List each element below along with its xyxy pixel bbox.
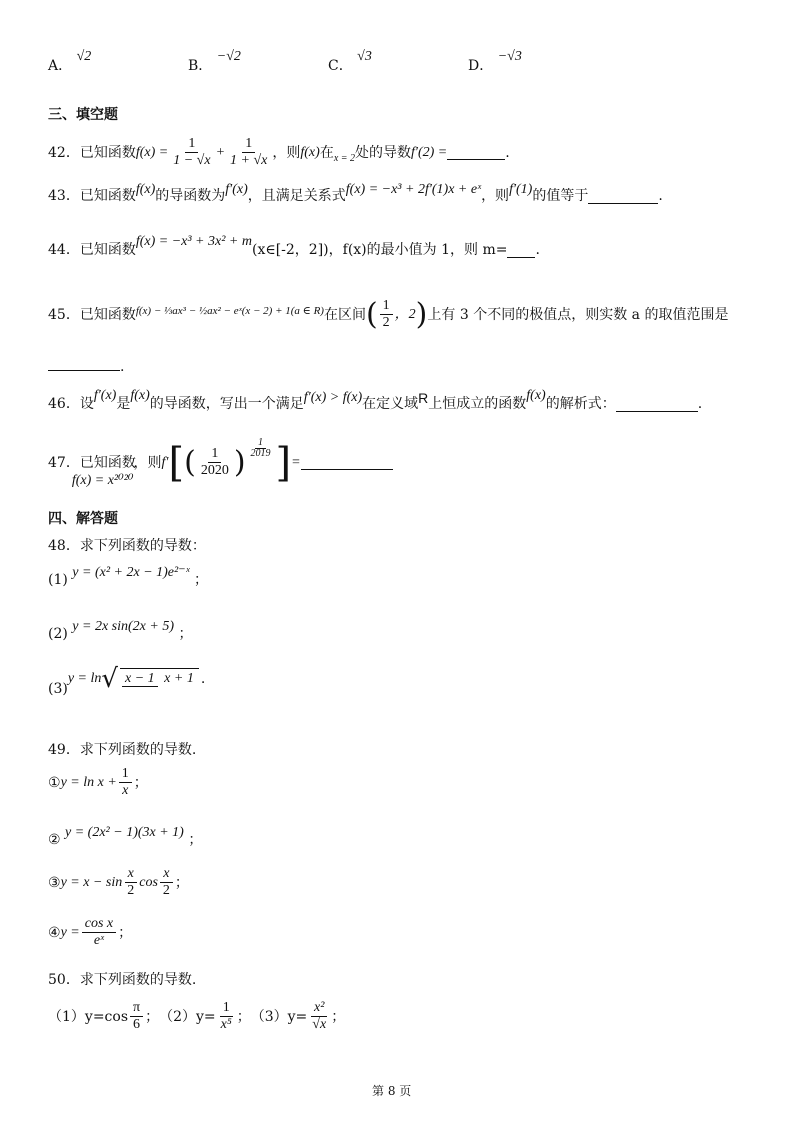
- q45-interval-frac: $\frac{1}{2}$: [380, 298, 393, 331]
- q50-parts: （1）y=cos $\frac{\pi}{6}$ ； （2）y= $\frac{1}{\text{x⁵}}$ ； （3）y= $\frac{\text{x²}}{√x}$ ；: [48, 1000, 346, 1032]
- q42-fx: f(x) =: [135, 144, 169, 160]
- q42-prefix: 42．已知函数: [48, 144, 136, 161]
- q47-answer-blank[interactable]: [301, 455, 393, 470]
- q48-part2: (2) y = 2x sin(2x + 5) ；: [48, 619, 193, 642]
- q44-answer-blank[interactable]: [507, 243, 535, 258]
- q47-func: f(x) = x²⁰²⁰: [71, 472, 134, 488]
- option-b: [188, 49, 241, 77]
- page-number: 第 8 页: [372, 1084, 412, 1098]
- q48-part3: (3) y = ln √ x − 1 x + 1 .: [48, 663, 206, 697]
- q42-frac1: $\frac{1}{1 - √x}$: [173, 136, 211, 168]
- option-b-math: −√2: [216, 49, 241, 64]
- q42-frac2: $\frac{1}{1 + √x}$: [230, 136, 268, 168]
- option-d: [468, 49, 522, 77]
- question-47: 47．已知函数 f(x) = x²⁰²⁰ ，则 f′ [ ( $\frac{1}{2020}$ ) $\frac{1}{2019}$ ] =: [48, 446, 393, 479]
- q45-answer-line: .: [48, 356, 124, 377]
- q45-func: f(x) − ⅓ax³ − ½ax² − eˣ(x − 2) + 1(a ∈ R): [135, 304, 324, 317]
- q44-func: f(x) = −x³ + 3x² + m: [135, 234, 252, 249]
- q48-title: 48．求下列函数的导数：: [48, 538, 206, 554]
- section3-title: 三、填空题: [48, 107, 118, 123]
- option-c: [328, 49, 372, 77]
- q43-answer-blank[interactable]: [588, 189, 658, 204]
- option-b-label: B．: [188, 58, 213, 74]
- q42-answer-blank[interactable]: [447, 145, 505, 160]
- q49-part1: ① y = ln x + $\frac{1}{x}$ ；: [48, 766, 148, 798]
- q45-answer-blank[interactable]: [48, 356, 120, 371]
- q42-x-eq: x = 2: [333, 152, 355, 164]
- question-43: 43．已知函数 f(x) 的导函数为 f′(x) ，且满足关系式 f(x) = −x³ + 2f′(1)x + eˣ ，则 f′(1) 的值等于 .: [48, 182, 663, 204]
- option-a-label: A．: [48, 58, 73, 74]
- option-a: [48, 49, 92, 77]
- section4-title: 四、解答题: [48, 511, 118, 527]
- option-c-math: √3: [357, 49, 372, 64]
- question-42: 42．已知函数 f(x) = $\frac{1}{1 - √x}$ + $\frac{1}{1 + √x}$ ，则 f(x) 在 x = 2 处的导数 f′(2) = .: [48, 136, 510, 168]
- q50-title: 50．求下列函数的导数.: [48, 972, 197, 988]
- question-45: 45．已知函数 f(x) − ⅓ax³ − ½ax² − eˣ(x − 2) + 1(a ∈ R) 在区间 ( $\frac{1}{2}$ ，2 ) 上有 3 个不同的极值点，则实数 a 的取值范围是: [48, 296, 729, 332]
- q46-condition: f′(x) > f(x): [303, 390, 363, 405]
- question-46: 46．设 f′(x) 是 f(x) 的导函数，写出一个满足 f′(x) > f(x) 在定义域 R 上恒成立的函数 f(x) 的解析式： .: [48, 388, 703, 412]
- option-d-math: −√3: [497, 49, 522, 64]
- q47-frac: $\frac{1}{2020}$: [200, 446, 229, 478]
- q47-exponent: $\frac{1}{2019}$: [250, 437, 271, 459]
- q48-part3-frac: x − 1 x + 1: [120, 668, 199, 689]
- q49-part4: ④ y = $\frac{\text{cos x}}{\text{eˣ}}$ ；: [48, 916, 133, 948]
- q46-answer-blank[interactable]: [616, 397, 698, 412]
- q49-part2: ② y = (2x² − 1)(3x + 1) ；: [48, 825, 203, 848]
- option-d-label: D．: [468, 58, 494, 74]
- option-a-math: √2: [76, 49, 92, 64]
- q48-part1: (1) y = (x² + 2x − 1)e²⁻ˣ ；: [48, 565, 209, 588]
- question-44: 44．已知函数 f(x) = −x³ + 3x² + m (x∈[-2，2])，f(x)的最小值为 1，则 m= .: [48, 234, 540, 258]
- q43-relation: f(x) = −x³ + 2f′(1)x + eˣ: [345, 182, 482, 197]
- q49-part3: ③ y = x − sin $\frac{x}{2}$ cos $\frac{x}{2}$ ；: [48, 866, 189, 898]
- option-c-label: C．: [328, 58, 353, 74]
- q49-title: 49．求下列函数的导数.: [48, 742, 197, 758]
